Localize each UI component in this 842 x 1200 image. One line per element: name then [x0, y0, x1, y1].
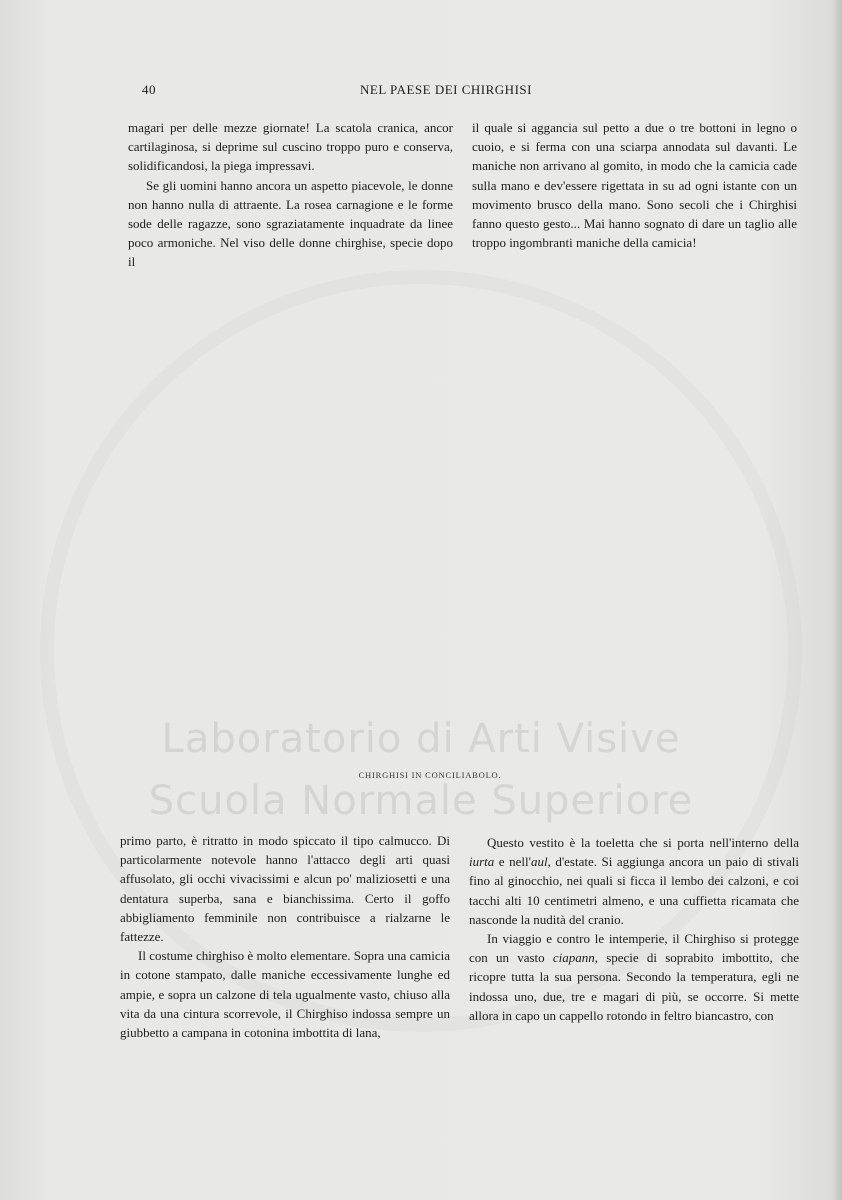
- text-run: , d'estate. Si aggiunga ancora un paio di stivali fino al ginocchio, nei quali si ficca il lembo dei calzoni, e coi tacchi alti 10 centimetri almeno, e una cuffietta ricamata che nasconde la nudità del cranio.: [469, 854, 800, 927]
- italic-term-ciapann: ciapann: [552, 950, 595, 966]
- text-run: e nell': [494, 854, 531, 870]
- page-header: [140, 82, 640, 102]
- text-run: In viaggio e contro le intemperie, il Chirghiso si protegge con un vasto: [469, 931, 799, 966]
- paragraph: [469, 833, 799, 929]
- paragraph: magari per delle mezze giornate! La scatola cranica, ancor cartilaginosa, si deprime sul cuscino troppo puro e conserva, solidificandosi, la piega impressavi.: [128, 120, 453, 174]
- page-edge-shadow: [832, 0, 842, 1200]
- paragraph: Il costume chirghiso è molto elementare. Sopra una camicia in cotone stampato, dalle maniche eccessivamente lunghe ed ampie, e sopra un calzone di tela ugualmente vasto, chiuso alla vita da una cintura scorrevole, il Chirghiso indossa sempre un giubbetto a campana in cotonina imbottita di lana,: [120, 948, 450, 1041]
- italic-term-iurta: iurta: [469, 854, 495, 870]
- italic-term-aul: aul: [530, 854, 548, 870]
- text-run: , specie di soprabito imbottito, che ricopre tutta la sua persona. Secondo la temperatura, egli ne indossa uno, due, tre e magari di più, se occorre. Si mette allora in capo un cappello rotondo in feltro biancastro, con: [469, 950, 799, 1023]
- watermark-line-1: Laboratorio di Arti Visive: [161, 716, 681, 762]
- text-column-top-right: [472, 118, 797, 252]
- page-number: 40: [142, 82, 156, 97]
- paragraph: Se gli uomini hanno ancora un aspetto piacevole, le donne non hanno nulla di attraente. La rosea carnagione e le forme sode delle ragazze, sono sgraziatamente inquadrate da linee poco armoniche. Nel viso delle donne chirghise, specie dopo il: [128, 177, 453, 270]
- paragraph: primo parto, è ritratto in modo spiccato il tipo calmucco. Di particolarmente notevole hanno l'attacco degli arti quasi affusolato, gli occhi vivacissimi e alcun po' maliziosetti e una dentatura superba, sana e bianchissima. Certo il goffo abbigliamento femminile non contribuisce a rialzarne le fattezze.: [120, 833, 450, 945]
- text-column-bottom-right: [469, 833, 799, 1025]
- paragraph: il quale si aggancia sul petto a due o tre bottoni in legno o cuoio, e si ferma con una sciarpa annodata sul davanti. Le maniche non arrivano al gomito, in modo che la camicia cade sulla mano e dev'essere rigettata in su ad ogni istante con un movimento brusco della mano. Sono secoli che i Chirghisi fanno questo gesto... Mai hanno sognato di dare un taglio alle troppo ingombranti maniche della camicia!: [472, 120, 797, 251]
- watermark-line-2: Scuola Normale Superiore: [148, 778, 694, 824]
- paragraph: [469, 929, 799, 1025]
- figure-caption: CHIRGHISI IN CONCILIABOLO.: [358, 770, 502, 780]
- running-title: NEL PAESE DEI CHIRGHISI: [360, 82, 532, 97]
- photograph-kirghiz-gathering: [142, 340, 762, 740]
- text-column-bottom-left: [120, 831, 450, 1042]
- text-run: Questo vestito è la toeletta che si porta nell'interno della: [487, 835, 799, 850]
- text-column-top-left: [128, 118, 453, 272]
